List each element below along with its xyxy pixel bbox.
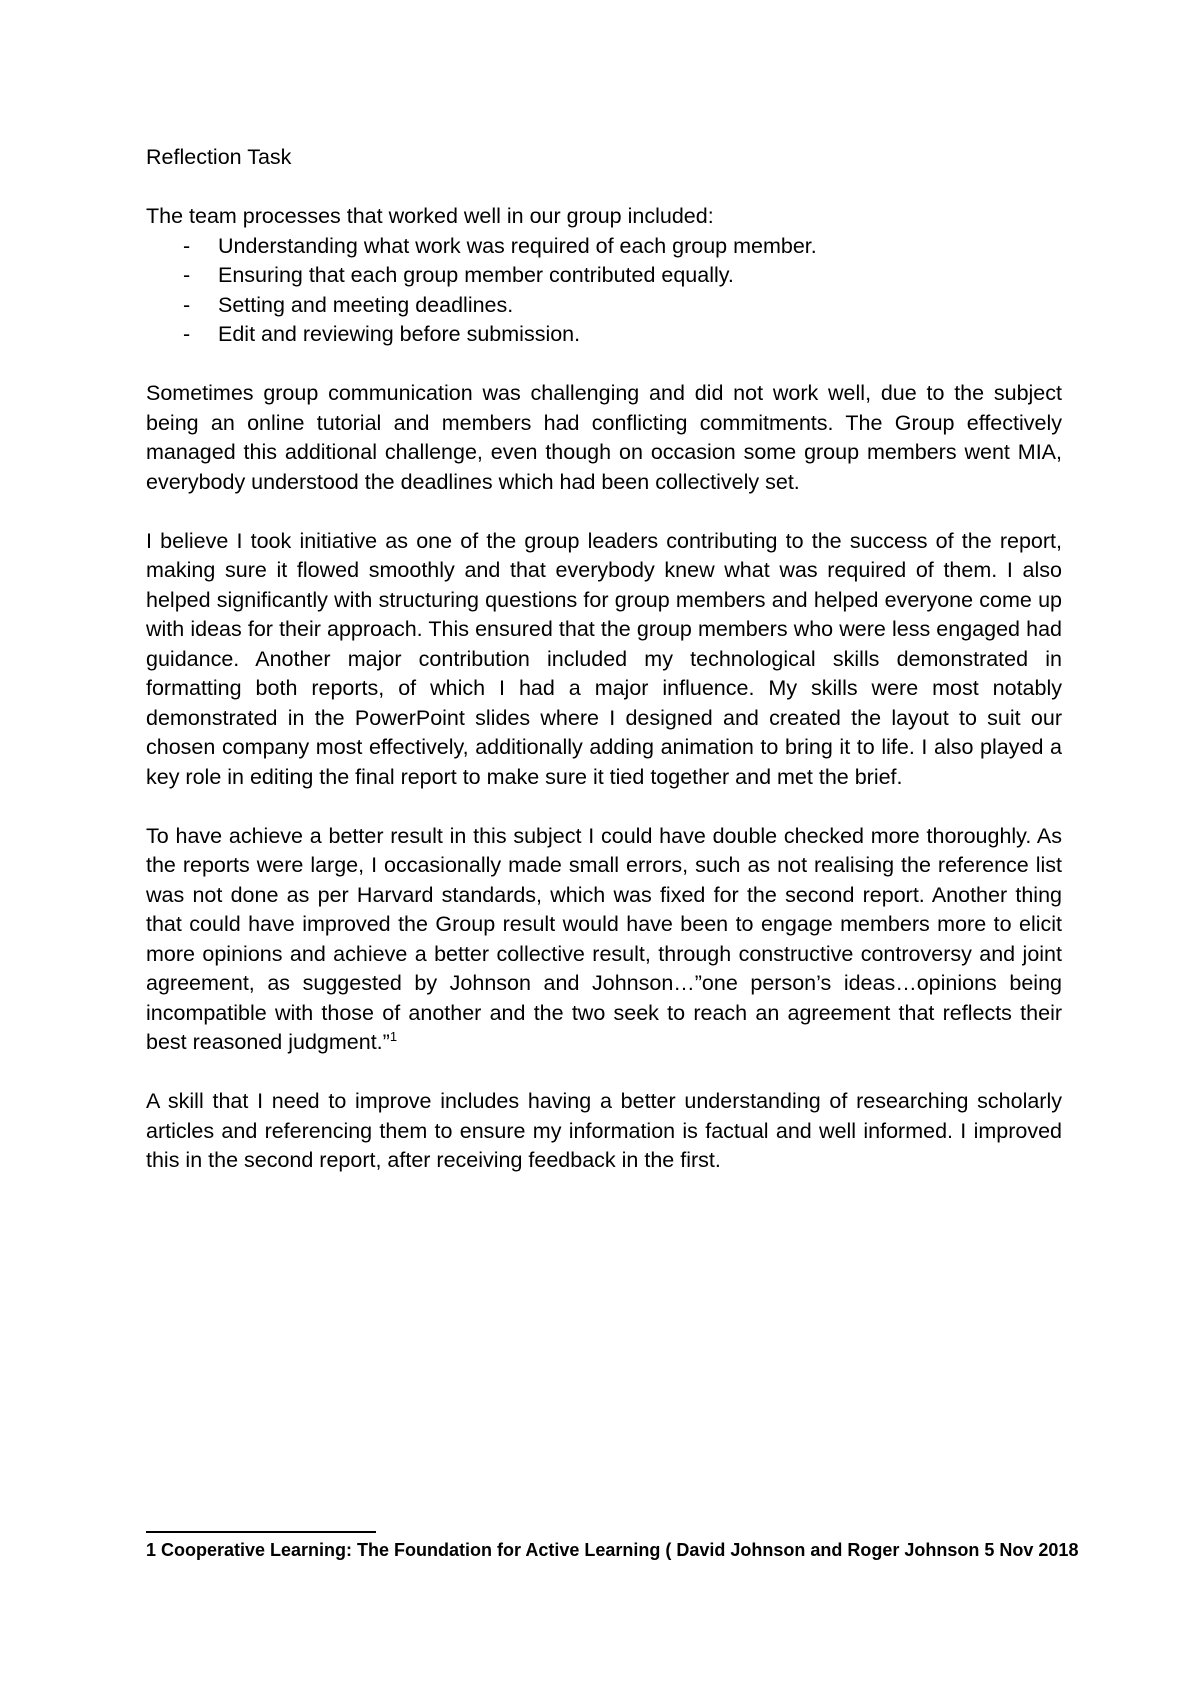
list-intro: The team processes that worked well in our group included: bbox=[146, 204, 714, 228]
footnote: 1 Cooperative Learning: The Foundation for Active Learning ( David Johnson and Roger Johnson 5 Nov 2018 bbox=[146, 1540, 1079, 1560]
spacer bbox=[146, 173, 1062, 203]
spacer bbox=[146, 792, 1062, 822]
footnote-separator bbox=[146, 1531, 376, 1533]
paragraph-initiative: I believe I took initiative as one of the group leaders contributing to the success of the report, making sure it flowed smoothly and that everybody knew what was required of them. I also helped significantly with structuring questions for group members and helped everyone come up with ideas for their approach. This ensured that the group members who were less engaged had guidance. Another major contribution included my technological skills demonstrated in formatting both reports, of which I had a major influence. My skills were most notably demonstrated in the PowerPoint slides where I designed and created the layout to suit our chosen company most effectively, additionally adding animation to bring it to life. I also played a key role in editing the final report to make sure it tied together and met the brief. bbox=[146, 528, 1062, 789]
document-body bbox=[146, 143, 1062, 1176]
list-marker: - bbox=[183, 263, 191, 287]
list-item bbox=[146, 320, 1062, 350]
paragraph-skill: A skill that I need to improve includes having a better understanding of researching scholarly articles and referencing them to ensure my information is factual and well informed. I improved this in the second report, after receiving feedback in the first. bbox=[146, 1089, 1062, 1172]
list-item bbox=[146, 261, 1062, 291]
list-item bbox=[146, 232, 1062, 262]
paragraph-improvement-text: To have achieve a better result in this subject I could have double checked more thoroughly. As the reports were large, I occasionally made small errors, such as not realising the reference list was not done as per Harvard standards, which was fixed for the second report. Another thing that could have improved the Group result would have been to engage members more to elicit more opinions and achieve a better collective result, through constructive controversy and joint agreement, as suggested by Johnson and Johnson…”one person’s ideas…opinions being incompatible with those of another and the two seek to reach an agreement that reflects their best reasoned judgment.” bbox=[146, 823, 1062, 1054]
list-item-text: Edit and reviewing before submission. bbox=[218, 322, 581, 346]
processes-list bbox=[146, 232, 1062, 350]
list-item-text: Ensuring that each group member contributed equally. bbox=[218, 263, 734, 287]
spacer bbox=[146, 350, 1062, 380]
paragraph-improvement bbox=[146, 822, 1062, 1058]
list-item-text: Setting and meeting deadlines. bbox=[218, 292, 514, 317]
list-item bbox=[146, 291, 1062, 321]
list-item-text: Understanding what work was required of each group member. bbox=[218, 233, 817, 258]
document-title: Reflection Task bbox=[146, 145, 292, 169]
spacer bbox=[146, 1058, 1062, 1088]
footnote-reference[interactable]: 1 bbox=[389, 1028, 398, 1044]
paragraph-communication: Sometimes group communication was challenging and did not work well, due to the subject being an online tutorial and members had conflicting commitments. The Group effectively managed this additional challenge, even though on occasion some group members went MIA, everybody understood the deadlines which had been collectively set. bbox=[146, 381, 1062, 494]
list-marker: - bbox=[183, 233, 191, 258]
list-marker: - bbox=[183, 292, 191, 317]
spacer bbox=[146, 497, 1062, 527]
list-marker: - bbox=[183, 322, 191, 346]
